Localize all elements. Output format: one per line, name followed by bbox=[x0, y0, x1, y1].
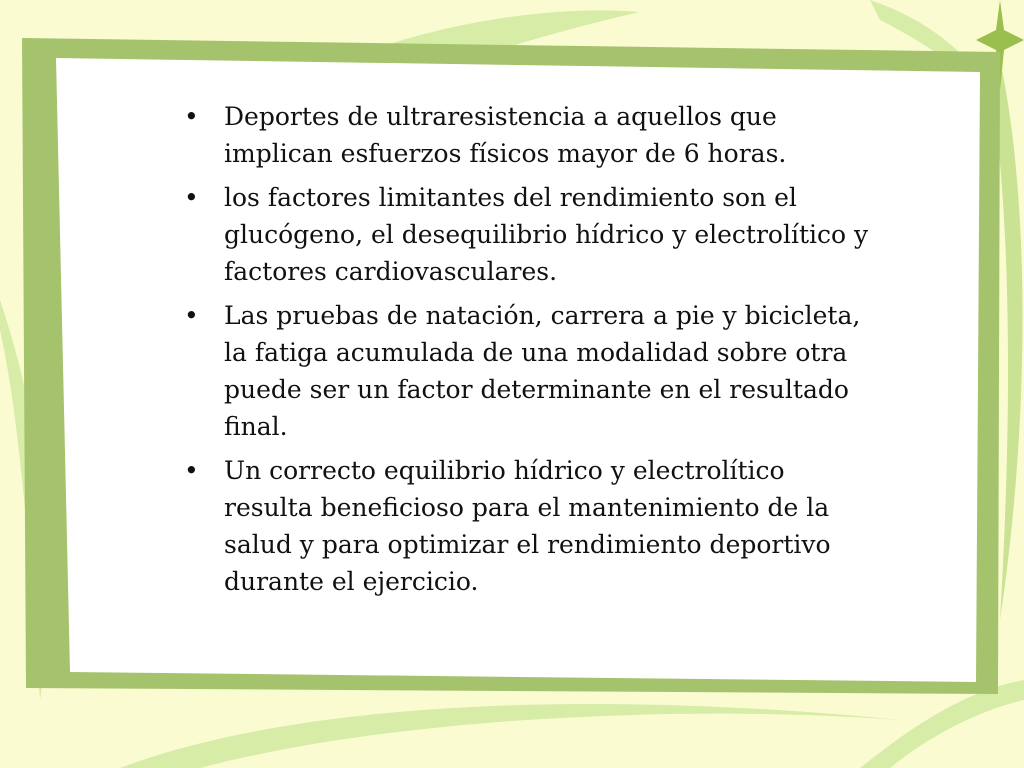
bullet-item bbox=[180, 179, 880, 290]
bullet-dot: • bbox=[184, 456, 199, 485]
bullet-text: Un correcto equilibrio hídrico y electrolítico resulta beneficioso para el mantenimiento de la salud y para optimizar el rendimiento deportivo durante el ejercicio. bbox=[224, 456, 831, 596]
content-area bbox=[180, 98, 880, 607]
bullet-dot: • bbox=[184, 102, 199, 131]
bullet-text: Deportes de ultraresistencia a aquellos que implican esfuerzos físicos mayor de 6 horas. bbox=[224, 102, 787, 168]
bullet-dot: • bbox=[184, 183, 199, 212]
bullet-list bbox=[180, 98, 880, 600]
bullet-dot: • bbox=[184, 301, 199, 330]
bullet-item bbox=[180, 452, 880, 600]
bullet-text: Las pruebas de natación, carrera a pie y bicicleta, la fatiga acumulada de una modalidad sobre otra puede ser un factor determinante en el resultado final. bbox=[224, 301, 861, 441]
swoosh-bottom bbox=[120, 704, 900, 768]
bullet-item bbox=[180, 297, 880, 445]
bullet-item bbox=[180, 98, 880, 172]
bullet-text: los factores limitantes del rendimiento son el glucógeno, el desequilibrio hídrico y electrolítico y factores cardiovasculares. bbox=[224, 183, 869, 286]
